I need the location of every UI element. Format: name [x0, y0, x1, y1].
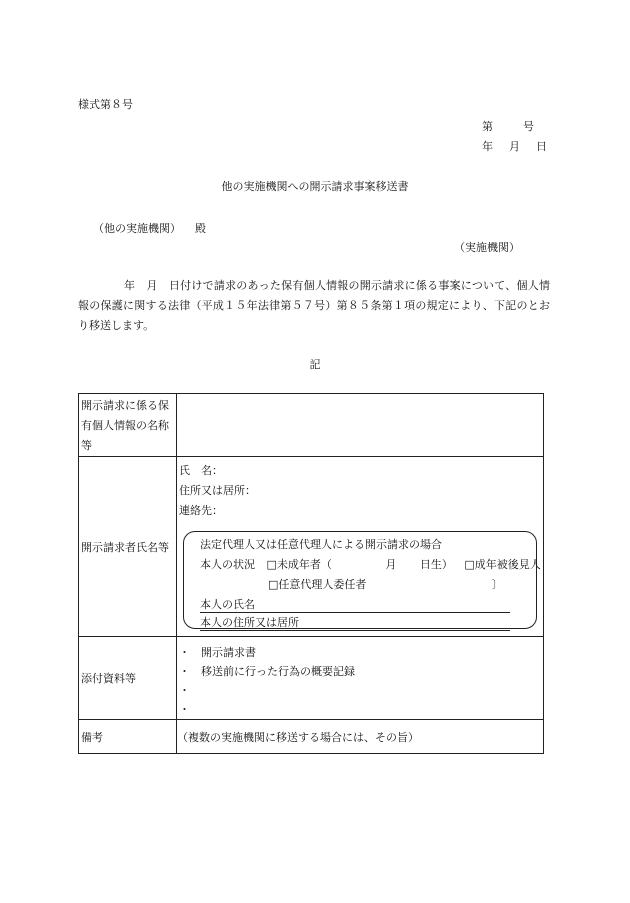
attachment-text: 移送前に行った行為の概要記録 — [201, 665, 355, 678]
row-label-remarks: 備考 — [79, 720, 177, 754]
ki-heading: 記 — [309, 358, 321, 371]
principal-name-line — [200, 596, 510, 613]
row-label-attachments: 添付資料等 — [79, 637, 177, 720]
proxy-box — [183, 531, 541, 629]
document-number-go: 号 — [523, 120, 534, 133]
information-name-cell — [177, 394, 544, 457]
attachments-list — [177, 637, 543, 719]
list-item — [179, 681, 543, 700]
birth-day: 日生） — [419, 558, 453, 571]
principal-status-line — [200, 556, 541, 572]
addressee-name: （他の実施機関） — [93, 222, 181, 235]
attachments-cell — [177, 637, 544, 720]
table-row — [79, 637, 544, 720]
document-number — [482, 118, 534, 134]
table-row — [79, 720, 544, 754]
requester-cell — [177, 457, 544, 637]
document-date — [482, 138, 547, 154]
list-item — [179, 700, 543, 719]
table-row — [79, 457, 544, 637]
date-year: 年 — [482, 140, 493, 153]
row-label-requester: 開示請求者氏名等 — [79, 457, 177, 637]
date-month: 月 — [509, 140, 520, 153]
birth-month: 月 — [385, 558, 397, 571]
bracket-close: 〕 — [491, 578, 503, 591]
principal-address-line — [200, 614, 510, 631]
voluntary-option: □任意代理人委任者 — [268, 578, 367, 591]
remarks-cell — [177, 720, 544, 754]
addressee-honorific: 殿 — [195, 222, 206, 235]
remarks-text: （複数の実施機関に移送する場合には、その旨） — [177, 731, 419, 744]
principal-address: 本人の住所又は居所 — [200, 614, 510, 631]
document-title: 他の実施機関への開示請求事案移送書 — [221, 180, 409, 193]
document-number-dai: 第 — [482, 120, 493, 133]
voluntary-line — [268, 576, 503, 592]
requester-fields — [177, 457, 543, 521]
adult-guardian-option: □成年被後見人 — [464, 558, 541, 571]
bullet: ・ — [179, 665, 190, 678]
addressee — [93, 220, 206, 236]
principal-status-label: 本人の状況 — [200, 558, 255, 571]
bullet: ・ — [179, 703, 190, 716]
table-row — [79, 394, 544, 457]
requester-contact-field: 連絡先： — [179, 504, 223, 517]
body-text: 年 月 日付けで請求のあった保有個人情報の開示請求に係る事案について、個人情報の保護に関する法律（平成１５年法律第５７号）第８５条第１項の規定により、下記のとおり移送します。 — [78, 279, 550, 332]
sender: （実施機関） — [454, 241, 520, 254]
principal-name: 本人の氏名 — [200, 596, 510, 613]
list-item — [179, 662, 543, 681]
form-number: 様式第８号 — [78, 98, 133, 111]
proxy-heading: 法定代理人又は任意代理人による開示請求の場合 — [200, 538, 442, 551]
transfer-table — [78, 393, 544, 754]
bullet: ・ — [179, 684, 190, 697]
minor-option: □未成年者（ — [266, 558, 332, 571]
list-item — [179, 643, 543, 662]
requester-address-field: 住所又は居所： — [179, 484, 256, 497]
date-day: 日 — [536, 140, 547, 153]
bullet: ・ — [179, 646, 190, 659]
row-label-information-name: 開示請求に係る保有個人情報の名称等 — [79, 394, 177, 457]
requester-name-field: 氏 名： — [179, 464, 223, 477]
attachment-text: 開示請求書 — [201, 646, 256, 659]
